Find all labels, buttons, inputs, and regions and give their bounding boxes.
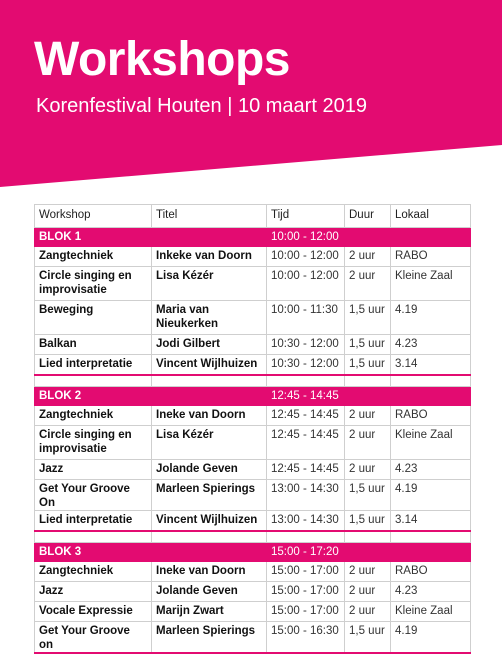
block-empty-cell	[152, 543, 267, 562]
block-header-row	[35, 387, 471, 406]
page-subtitle: Korenfestival Houten | 10 maart 2019	[36, 95, 367, 117]
lokaal-cell: Kleine Zaal	[391, 426, 471, 460]
lokaal-cell: Kleine Zaal	[391, 602, 471, 622]
workshop-cell: Jazz	[35, 582, 152, 602]
block-empty-cell	[391, 387, 471, 406]
block-empty-cell	[391, 543, 471, 562]
table-row	[35, 301, 471, 335]
table-row	[35, 602, 471, 622]
duur-cell: 1,5 uur	[345, 511, 391, 532]
block-empty-cell	[391, 228, 471, 247]
duur-cell: 1,5 uur	[345, 335, 391, 355]
lokaal-cell: 4.23	[391, 582, 471, 602]
workshop-cell: Balkan	[35, 335, 152, 355]
workshop-cell: Circle singing en improvisatie	[35, 426, 152, 460]
titel-cell: Ineke van Doorn	[152, 406, 267, 426]
table-header-row	[35, 205, 471, 228]
titel-cell: Jolande Geven	[152, 582, 267, 602]
block-header-row	[35, 228, 471, 247]
lokaal-cell: 4.23	[391, 335, 471, 355]
titel-cell: Lisa Kézér	[152, 426, 267, 460]
block-name: BLOK 1	[35, 228, 152, 247]
titel-cell: Marleen Spierings	[152, 480, 267, 511]
column-header-workshop: Workshop	[35, 205, 152, 228]
tijd-cell: 12:45 - 14:45	[267, 406, 345, 426]
spacer-row	[35, 531, 471, 543]
lokaal-cell: 4.19	[391, 301, 471, 335]
tijd-cell: 10:00 - 12:00	[267, 267, 345, 301]
lokaal-cell: RABO	[391, 406, 471, 426]
tijd-cell: 10:00 - 12:00	[267, 247, 345, 267]
titel-cell: Vincent Wijlhuizen	[152, 355, 267, 376]
block-time: 15:00 - 17:20	[267, 543, 345, 562]
column-header-titel: Titel	[152, 205, 267, 228]
workshop-cell: Lied interpretatie	[35, 355, 152, 376]
lokaal-cell: 4.19	[391, 622, 471, 654]
workshop-cell: Get Your Groove on	[35, 622, 152, 654]
block-time: 12:45 - 14:45	[267, 387, 345, 406]
table-row	[35, 622, 471, 654]
workshop-cell: Beweging	[35, 301, 152, 335]
column-header-lokaal: Lokaal	[391, 205, 471, 228]
duur-cell: 2 uur	[345, 562, 391, 582]
tijd-cell: 10:30 - 12:00	[267, 355, 345, 376]
spacer-cell	[345, 531, 391, 543]
lokaal-cell: 3.14	[391, 355, 471, 376]
table-row	[35, 562, 471, 582]
block-name: BLOK 3	[35, 543, 152, 562]
spacer-cell	[391, 531, 471, 543]
block-empty-cell	[345, 228, 391, 247]
lokaal-cell: 3.14	[391, 511, 471, 532]
workshop-cell: Zangtechniek	[35, 406, 152, 426]
lokaal-cell: RABO	[391, 247, 471, 267]
spacer-cell	[345, 375, 391, 387]
block-empty-cell	[152, 387, 267, 406]
duur-cell: 1,5 uur	[345, 622, 391, 654]
spacer-cell	[35, 375, 152, 387]
block-empty-cell	[345, 387, 391, 406]
spacer-cell	[35, 531, 152, 543]
duur-cell: 2 uur	[345, 426, 391, 460]
tijd-cell: 13:00 - 14:30	[267, 511, 345, 532]
table-row	[35, 426, 471, 460]
schedule-body	[35, 228, 471, 654]
duur-cell: 2 uur	[345, 267, 391, 301]
workshop-cell: Zangtechniek	[35, 562, 152, 582]
spacer-cell	[267, 375, 345, 387]
tijd-cell: 12:45 - 14:45	[267, 460, 345, 480]
spacer-cell	[267, 531, 345, 543]
tijd-cell: 13:00 - 14:30	[267, 480, 345, 511]
tijd-cell: 12:45 - 14:45	[267, 426, 345, 460]
table-row	[35, 267, 471, 301]
titel-cell: Vincent Wijlhuizen	[152, 511, 267, 532]
spacer-row	[35, 375, 471, 387]
block-header-row	[35, 543, 471, 562]
block-empty-cell	[152, 228, 267, 247]
workshop-cell: Circle singing en improvisatie	[35, 267, 152, 301]
table-row	[35, 355, 471, 376]
tijd-cell: 15:00 - 17:00	[267, 582, 345, 602]
column-header-duur: Duur	[345, 205, 391, 228]
lokaal-cell: 4.23	[391, 460, 471, 480]
tijd-cell: 10:00 - 11:30	[267, 301, 345, 335]
spacer-cell	[152, 531, 267, 543]
table-row	[35, 406, 471, 426]
workshop-cell: Get Your Groove On	[35, 480, 152, 511]
table-row	[35, 335, 471, 355]
spacer-cell	[152, 375, 267, 387]
titel-cell: Marijn Zwart	[152, 602, 267, 622]
column-header-tijd: Tijd	[267, 205, 345, 228]
duur-cell: 1,5 uur	[345, 301, 391, 335]
duur-cell: 1,5 uur	[345, 355, 391, 376]
workshop-cell: Lied interpretatie	[35, 511, 152, 532]
duur-cell: 2 uur	[345, 460, 391, 480]
workshop-cell: Zangtechniek	[35, 247, 152, 267]
lokaal-cell: 4.19	[391, 480, 471, 511]
table-row	[35, 460, 471, 480]
block-name: BLOK 2	[35, 387, 152, 406]
duur-cell: 2 uur	[345, 247, 391, 267]
workshop-cell: Jazz	[35, 460, 152, 480]
titel-cell: Ineke van Doorn	[152, 562, 267, 582]
titel-cell: Lisa Kézér	[152, 267, 267, 301]
tijd-cell: 15:00 - 17:00	[267, 562, 345, 582]
block-empty-cell	[345, 543, 391, 562]
table-row	[35, 247, 471, 267]
duur-cell: 1,5 uur	[345, 480, 391, 511]
duur-cell: 2 uur	[345, 406, 391, 426]
titel-cell: Jolande Geven	[152, 460, 267, 480]
titel-cell: Inkeke van Doorn	[152, 247, 267, 267]
tijd-cell: 15:00 - 16:30	[267, 622, 345, 654]
titel-cell: Marleen Spierings	[152, 622, 267, 654]
titel-cell: Jodi Gilbert	[152, 335, 267, 355]
duur-cell: 2 uur	[345, 602, 391, 622]
lokaal-cell: Kleine Zaal	[391, 267, 471, 301]
table-row	[35, 511, 471, 532]
duur-cell: 2 uur	[345, 582, 391, 602]
spacer-cell	[391, 375, 471, 387]
titel-cell: Maria van Nieukerken	[152, 301, 267, 335]
table-row	[35, 480, 471, 511]
tijd-cell: 10:30 - 12:00	[267, 335, 345, 355]
block-time: 10:00 - 12:00	[267, 228, 345, 247]
workshop-schedule-table	[34, 204, 471, 654]
page-title: Workshops	[34, 33, 290, 86]
workshop-cell: Vocale Expressie	[35, 602, 152, 622]
tijd-cell: 15:00 - 17:00	[267, 602, 345, 622]
table-row	[35, 582, 471, 602]
lokaal-cell: RABO	[391, 562, 471, 582]
